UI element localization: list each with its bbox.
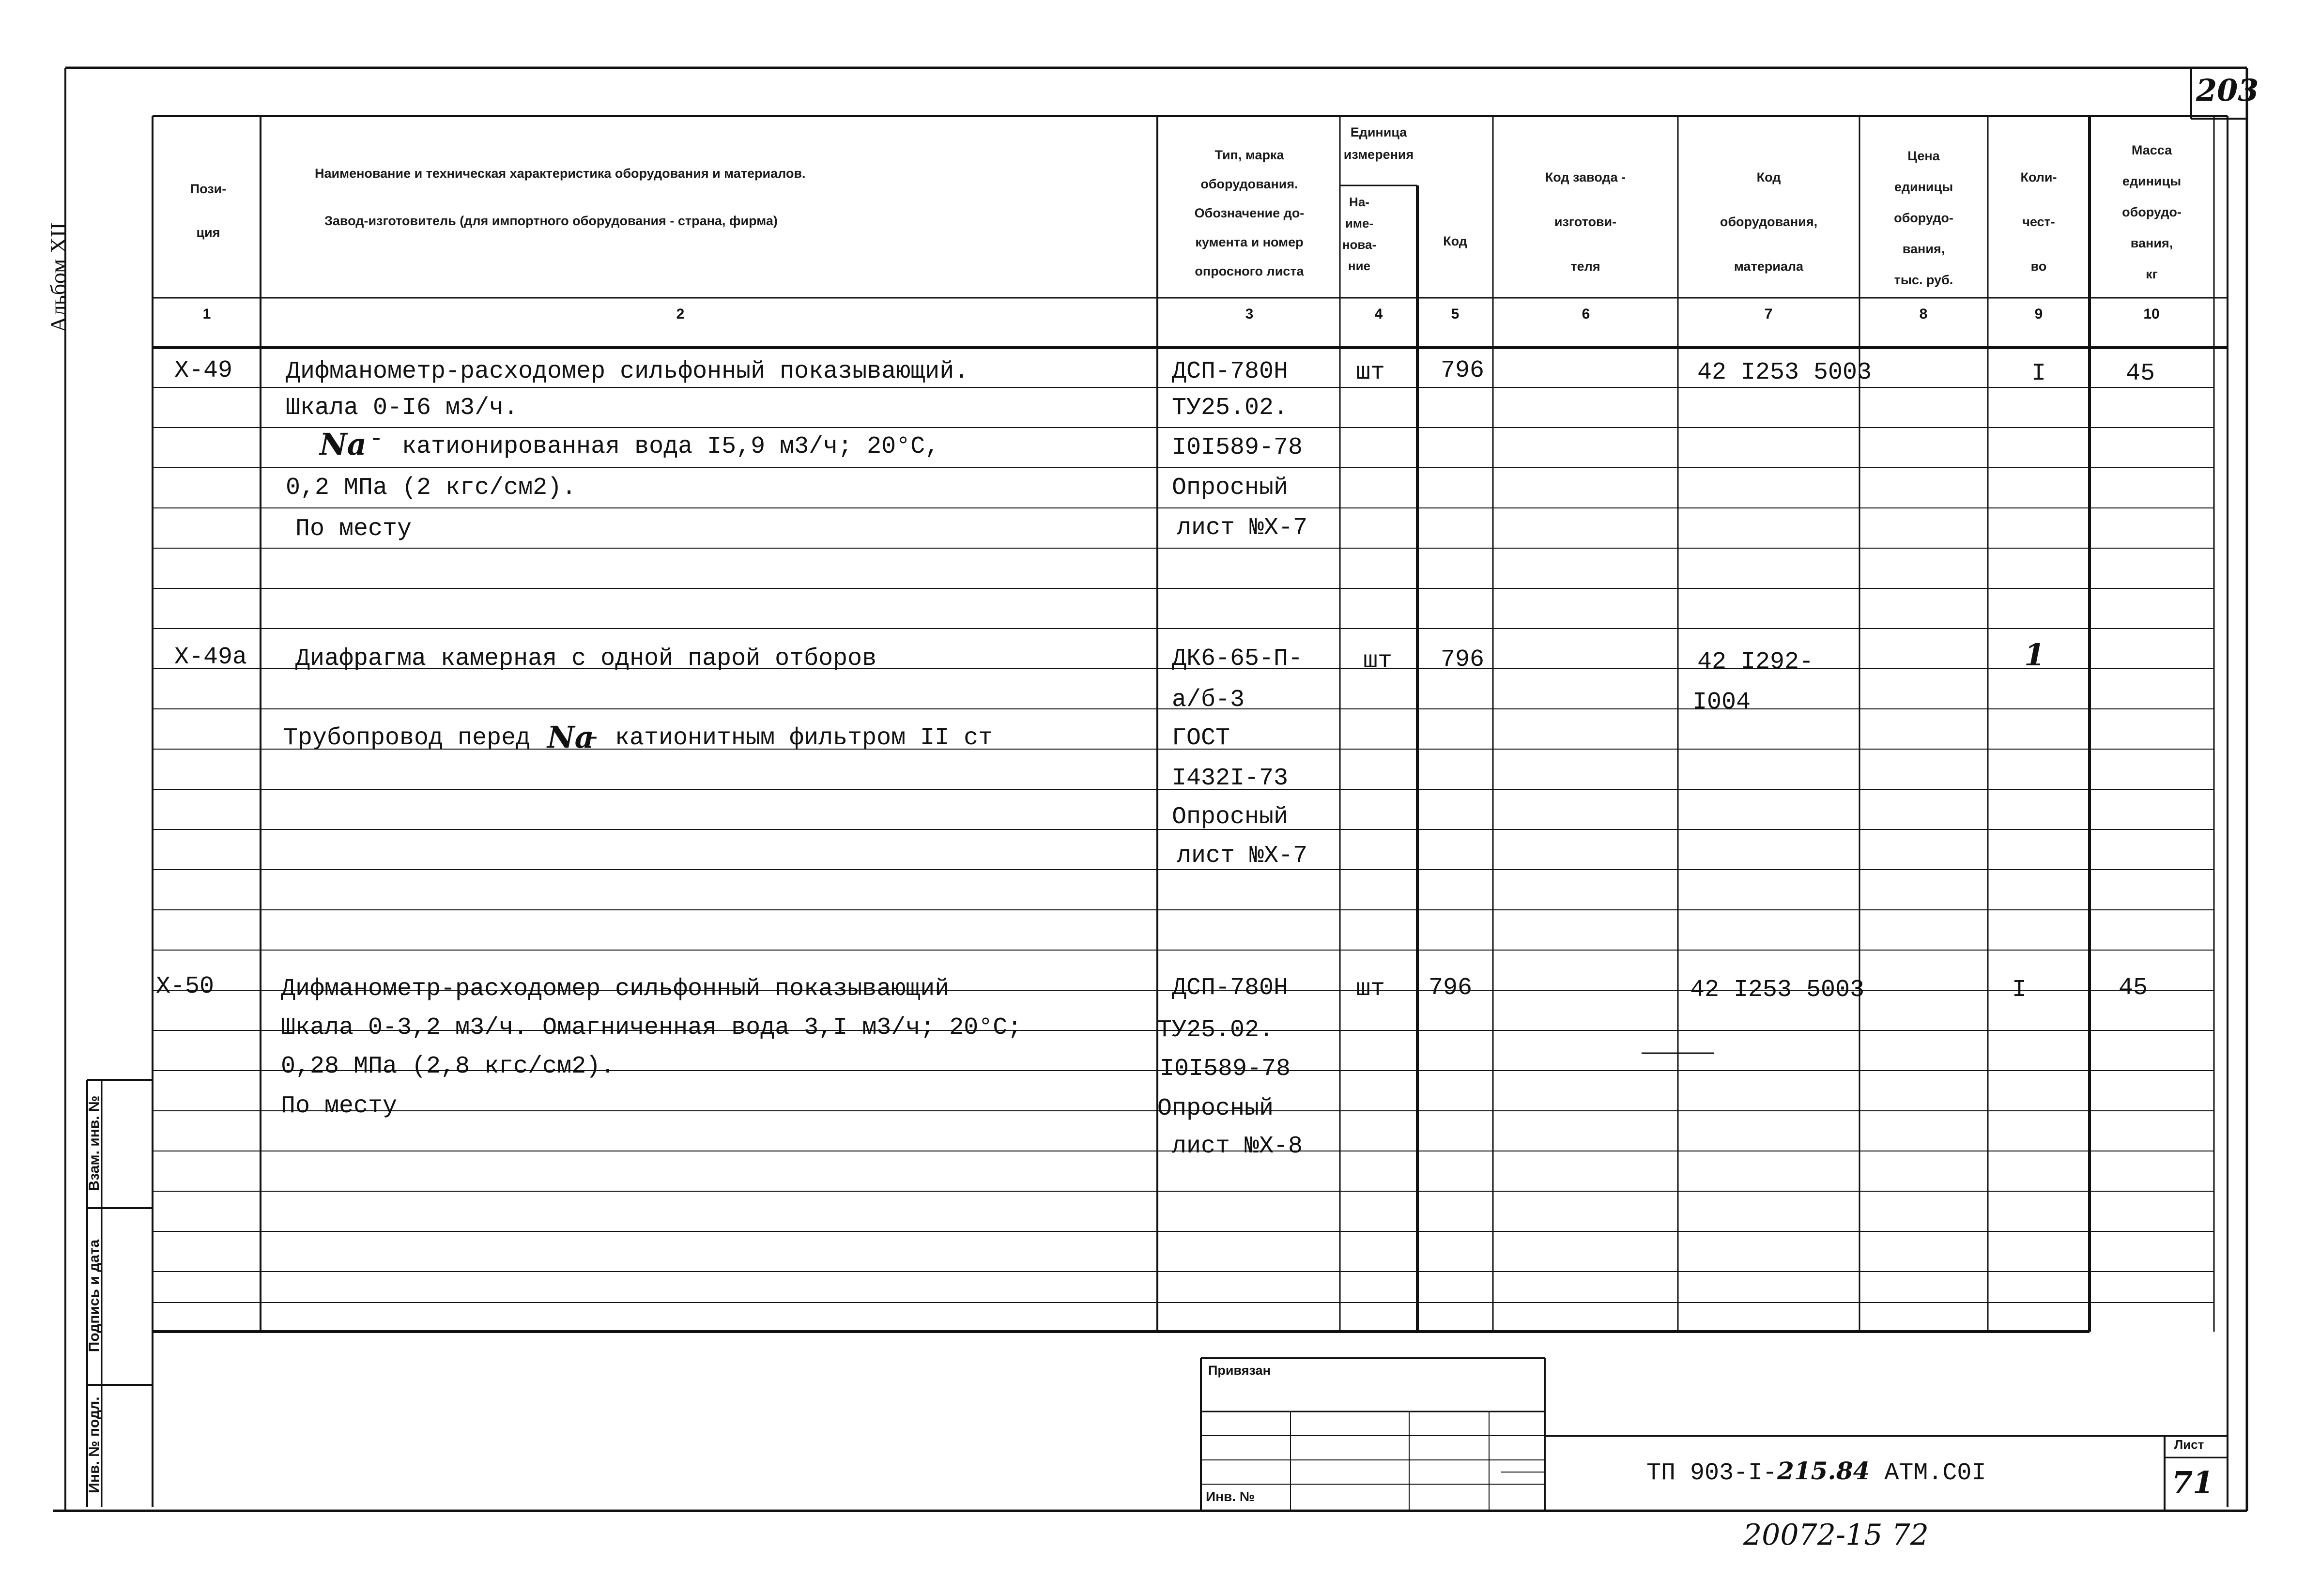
column-number-2: 2 [676, 306, 685, 322]
type-r11: I432I-73 [1172, 765, 1289, 792]
type-r9: а/б-3 [1172, 686, 1245, 714]
equipment-code-r1: 42 I253 5003 [1697, 359, 1872, 386]
unit-code-r1: 796 [1441, 357, 1485, 384]
unit-code-r16: 796 [1429, 974, 1473, 1002]
type-r5: лист №Х-7 [1177, 514, 1308, 542]
na-prefix-r10: Na [547, 720, 594, 755]
footer-number: 20072-15 72 [1743, 1518, 1929, 1552]
type-r8: ДК6-65-П- [1172, 645, 1303, 673]
header-name-line1: Наименование и техническая характеристика оборудования и материалов. [315, 166, 806, 181]
name-r1: Дифманометр-расходомер сильфонный показывающий. [286, 358, 969, 385]
type-r1: ДСП-780Н [1172, 358, 1289, 385]
header-equipment-code: Код оборудования, материала [1720, 170, 1818, 274]
type-r4: Опросный [1172, 474, 1289, 502]
name-a-r10: Трубопровод перед [283, 724, 531, 752]
type-r16: ДСП-780Н [1172, 974, 1289, 1002]
column-number-4: 4 [1374, 306, 1383, 322]
stamp-document-code [1646, 1457, 1986, 1487]
position-x50: Х-50 [156, 973, 215, 1000]
quantity-r16: I [2012, 976, 2027, 1004]
column-number-7: 7 [1764, 306, 1773, 322]
header-position: Пози- ция [190, 182, 227, 240]
type-r17: ТУ25.02. [1157, 1016, 1274, 1044]
type-r20: лист №Х-8 [1172, 1133, 1303, 1160]
type-r13: лист №Х-7 [1177, 842, 1308, 870]
stamp-sheet-label: Лист [2174, 1437, 2204, 1452]
mass-r16: 45 [2119, 974, 2148, 1002]
column-number-3: 3 [1245, 306, 1254, 322]
column-number-5: 5 [1451, 306, 1460, 322]
equipment-code-r16: 42 I253 5003 [1690, 976, 1865, 1004]
name-r17: Шкала 0-3,2 м3/ч. Омагниченная вода 3,I м3/ч; 20°С; [281, 1014, 1022, 1042]
name-r3: катионированная вода I5,9 м3/ч; 20°С, [402, 433, 940, 460]
stamp-inv-label: Инв. № [1206, 1489, 1255, 1504]
name-r8: Диафрагма камерная с одной парой отборов [295, 645, 877, 673]
name-r2: Шкала 0-I6 м3/ч. [286, 394, 519, 422]
side-field-podpis: Подпись и дата [86, 1239, 102, 1352]
quantity-r1: I [2031, 360, 2046, 387]
type-r10: ГОСТ [1172, 724, 1230, 752]
stamp-sheet-number: 71 [2172, 1465, 2214, 1500]
column-number-10: 10 [2143, 306, 2160, 322]
name-r16: Дифманометр-расходомер сильфонный показывающий [281, 975, 950, 1003]
type-r19: Опросный [1157, 1095, 1274, 1122]
column-number-8: 8 [1919, 306, 1928, 322]
dash-r3: - [369, 426, 384, 453]
mass-r1: 45 [2126, 360, 2155, 387]
side-field-inv-podl: Инв. № подл. [86, 1396, 102, 1493]
header-unit-group: Единица измерения [1343, 125, 1414, 162]
name-r5: По месту [295, 515, 412, 543]
name-r19: По месту [281, 1092, 398, 1120]
column-number-9: 9 [2034, 306, 2043, 322]
header-type: Тип, марка оборудования. Обозначение до- кумента и номер опросного листа [1194, 148, 1305, 278]
header-name-line2: Завод-изготовитель (для импортного оборудования - страна, фирма) [324, 214, 778, 228]
position-x49: Х-49 [174, 357, 233, 384]
unit-r1: шт [1356, 359, 1385, 386]
type-r2: ТУ25.02. [1172, 394, 1289, 422]
name-r18: 0,28 МПа (2,8 кгс/см2). [281, 1053, 615, 1080]
doc-code-hand: 215.84 [1777, 1457, 1870, 1485]
column-number-6: 6 [1582, 306, 1590, 322]
doc-code-suffix: АТМ.С0I [1870, 1459, 1986, 1487]
header-price: Цена единицы оборудо- вания, тыс. руб. [1894, 149, 1953, 287]
type-r12: Опросный [1172, 803, 1289, 831]
side-field-vzam: Взам. инв. № [86, 1095, 102, 1191]
name-r4: 0,2 МПа (2 кгс/см2). [286, 474, 577, 502]
unit-r8: шт [1363, 647, 1393, 675]
header-mass: Масса единицы оборудо- вания, кг [2122, 143, 2182, 281]
type-r18: I0I589-78 [1160, 1055, 1291, 1083]
position-x49a: Х-49а [174, 644, 247, 671]
unit-r16: шт [1356, 975, 1385, 1003]
unit-code-r8: 796 [1441, 646, 1485, 674]
page-number: 203 [2196, 73, 2259, 108]
na-prefix-r3: Na [320, 427, 367, 462]
equipment-code-r9: I004 [1692, 689, 1751, 716]
name-b-r10: - катионитным фильтром II ст [586, 724, 993, 752]
header-manufacturer-code: Код завода - изготови- теля [1545, 170, 1626, 274]
stamp-bound-label: Привязан [1208, 1363, 1271, 1378]
column-number-1: 1 [202, 306, 211, 322]
doc-code-prefix: ТП 903-I- [1646, 1459, 1778, 1487]
equipment-code-r8: 42 I292- [1697, 648, 1814, 676]
type-r3: I0I589-78 [1172, 434, 1303, 461]
album-label: Альбом XII [46, 222, 71, 333]
header-quantity: Коли- чест- во [2020, 170, 2057, 274]
quantity-r8: 1 [2024, 637, 2045, 673]
header-unit-code: Код [1443, 234, 1467, 248]
header-unit-name: На- име- нова- ние [1342, 195, 1377, 273]
